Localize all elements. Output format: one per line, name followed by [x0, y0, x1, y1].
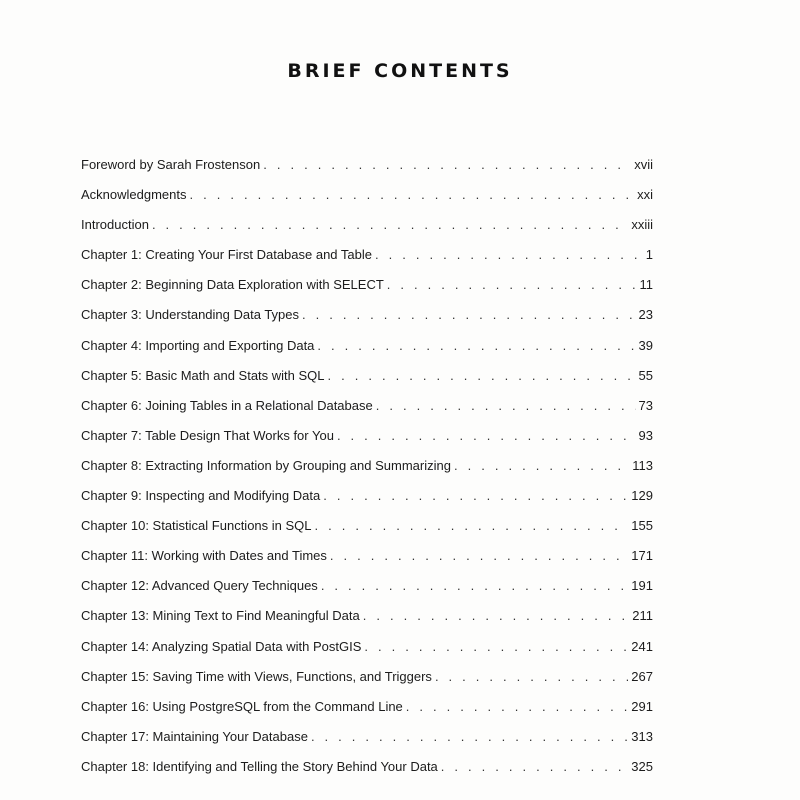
toc-entry [81, 759, 653, 789]
toc-entry-label: Chapter 16: Using PostgreSQL from the Command Line [81, 698, 403, 714]
dot-leader [317, 338, 635, 353]
toc-entry-page-number: 211 [632, 608, 653, 624]
toc-entry-page-number: 313 [631, 728, 653, 744]
toc-entry-label: Chapter 18: Identifying and Telling the Story Behind Your Data [81, 758, 438, 774]
toc-entry-page-number: 23 [638, 307, 653, 323]
dot-leader [376, 398, 636, 413]
toc-entry [81, 458, 653, 488]
dot-leader [363, 608, 630, 623]
toc-entry-label: Chapter 14: Analyzing Spatial Data with PostGIS [81, 638, 362, 654]
dot-leader [302, 307, 636, 322]
toc-entry [81, 578, 653, 608]
toc-entry [81, 398, 653, 428]
toc-entry-page-number: 155 [631, 518, 653, 534]
toc-entry-page-number: 241 [631, 638, 653, 654]
toc-entry [81, 247, 653, 277]
dot-leader [387, 277, 637, 292]
toc-entry-page-number: xxiii [631, 217, 653, 233]
toc-entry-page-number: 93 [638, 427, 653, 443]
table-of-contents [81, 157, 653, 789]
dot-leader [441, 759, 629, 774]
dot-leader [364, 639, 628, 654]
toc-entry-page-number: 267 [631, 668, 653, 684]
toc-entry-label: Chapter 2: Beginning Data Exploration with SELECT [81, 277, 384, 293]
toc-entry-page-number: 113 [632, 457, 653, 473]
toc-entry [81, 157, 653, 187]
toc-entry [81, 307, 653, 337]
toc-entry [81, 217, 653, 247]
dot-leader [330, 548, 628, 563]
toc-entry-label: Chapter 5: Basic Math and Stats with SQL [81, 367, 325, 383]
toc-entry [81, 428, 653, 458]
toc-entry-label: Chapter 9: Inspecting and Modifying Data [81, 488, 321, 504]
dot-leader [435, 669, 628, 684]
dot-leader [406, 699, 629, 714]
toc-entry-label: Chapter 12: Advanced Query Techniques [81, 578, 318, 594]
toc-entry-label: Chapter 17: Maintaining Your Database [81, 728, 308, 744]
dot-leader [263, 157, 631, 172]
dot-leader [328, 368, 636, 383]
toc-entry-page-number: 191 [631, 578, 653, 594]
toc-entry-page-number: xvii [634, 157, 653, 172]
dot-leader [152, 217, 628, 232]
toc-entry [81, 368, 653, 398]
toc-entry-label: Chapter 15: Saving Time with Views, Functions, and Triggers [81, 668, 432, 684]
toc-entry-page-number: 1 [645, 247, 653, 263]
toc-entry [81, 548, 653, 578]
toc-entry [81, 699, 653, 729]
toc-entry [81, 338, 653, 368]
toc-entry [81, 187, 653, 217]
dot-leader [321, 578, 628, 593]
dot-leader [323, 488, 628, 503]
page-title: BRIEF CONTENTS [287, 60, 513, 82]
toc-entry [81, 488, 653, 518]
toc-entry-label: Acknowledgments [81, 187, 187, 203]
dot-leader [190, 187, 635, 202]
toc-entry-label: Chapter 1: Creating Your First Database and Table [81, 247, 372, 263]
dot-leader [311, 729, 628, 744]
toc-entry [81, 518, 653, 548]
toc-entry-page-number: 55 [638, 367, 653, 383]
toc-entry [81, 729, 653, 759]
toc-entry-label: Chapter 4: Importing and Exporting Data [81, 337, 315, 353]
dot-leader [454, 458, 629, 473]
toc-entry-page-number: 291 [631, 698, 653, 714]
toc-entry-page-number: 129 [631, 488, 653, 504]
toc-entry-page-number: 325 [631, 758, 653, 774]
dot-leader [375, 247, 643, 262]
toc-entry-label: Chapter 3: Understanding Data Types [81, 307, 300, 323]
toc-entry [81, 608, 653, 638]
toc-entry-label: Chapter 11: Working with Dates and Times [81, 548, 327, 564]
toc-entry [81, 669, 653, 699]
toc-entry-page-number: 73 [638, 397, 653, 413]
toc-entry-page-number: 39 [638, 337, 653, 353]
toc-entry-page-number: 171 [631, 548, 653, 564]
toc-entry-page-number: 11 [639, 277, 653, 293]
toc-entry-label: Chapter 8: Extracting Information by Grouping and Summarizing [81, 457, 451, 473]
toc-entry-page-number: xxi [637, 187, 653, 203]
toc-entry-label: Chapter 13: Mining Text to Find Meaningful Data [81, 608, 360, 624]
toc-entry [81, 639, 653, 669]
toc-entry-label: Introduction [81, 217, 149, 233]
toc-entry-label: Chapter 6: Joining Tables in a Relational Database [81, 397, 373, 413]
dot-leader [315, 518, 629, 533]
toc-entry-label: Chapter 10: Statistical Functions in SQL [81, 518, 312, 534]
toc-entry [81, 277, 653, 307]
dot-leader [337, 428, 636, 443]
toc-entry-label: Chapter 7: Table Design That Works for You [81, 427, 334, 443]
toc-entry-label: Foreword by Sarah Frostenson [81, 157, 261, 172]
